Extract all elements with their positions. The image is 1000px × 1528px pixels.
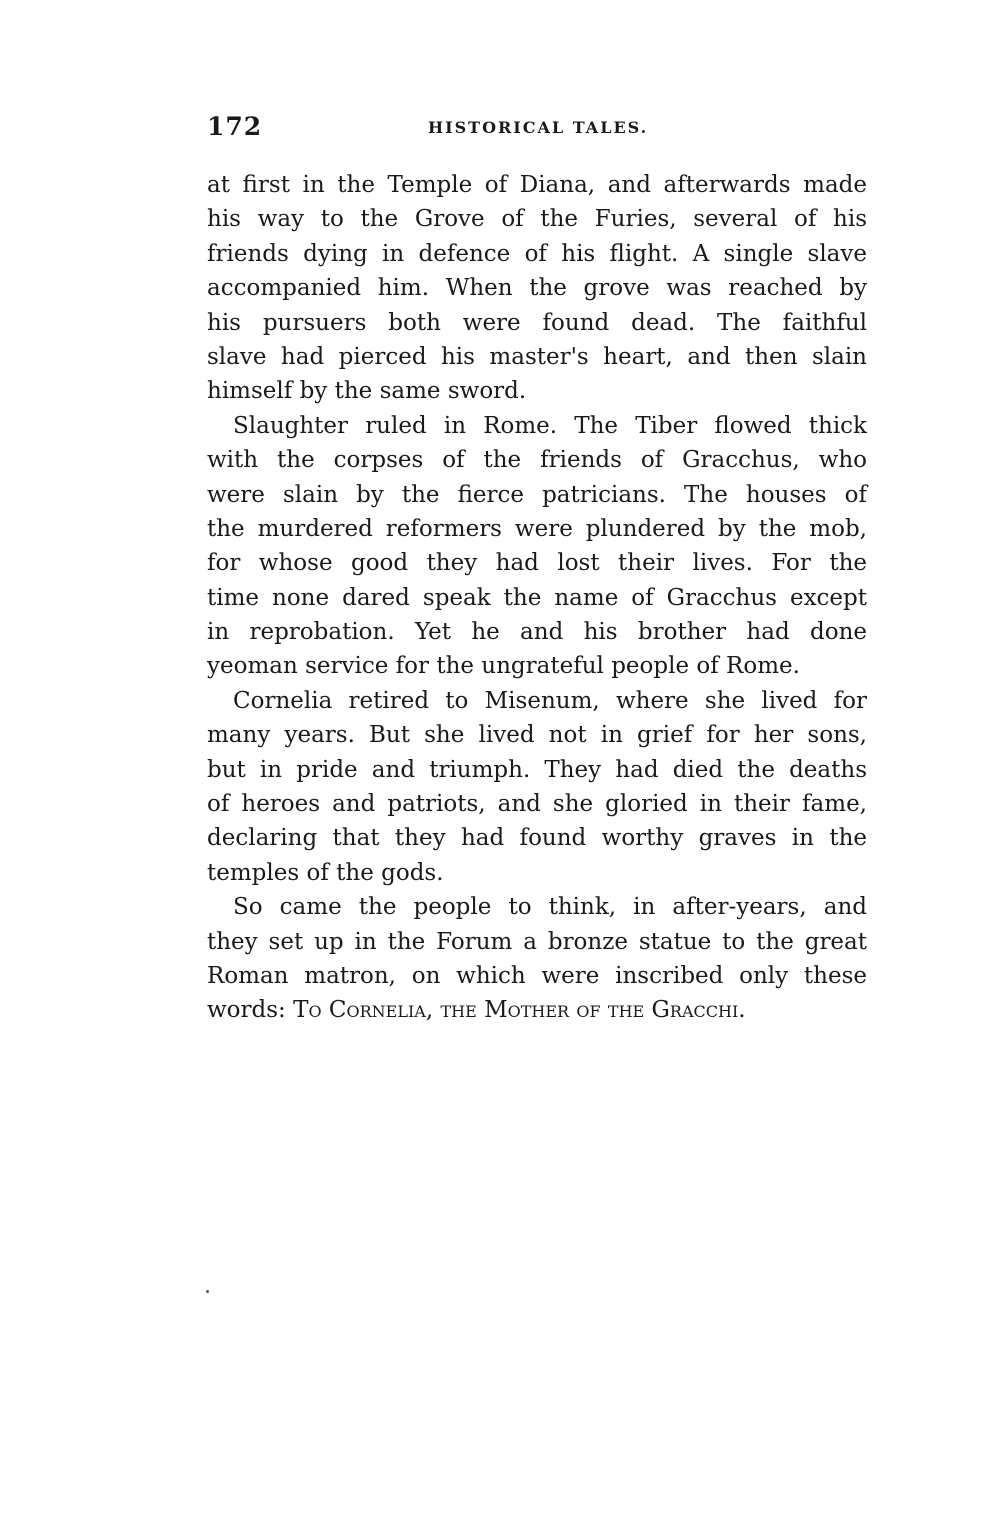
- text-line: temples of the gods.: [207, 859, 444, 886]
- text-line: slave had pierced his master's heart, and then slain: [207, 343, 867, 370]
- body-text: [207, 168, 867, 1028]
- text-line: but in pride and triumph. They had died the deaths: [207, 756, 867, 783]
- running-head: [207, 112, 867, 144]
- text-line: they set up in the Forum a bronze statue to the great: [207, 928, 867, 955]
- text-line: of heroes and patriots, and she gloried in their fame,: [207, 791, 867, 818]
- text-line: Slaughter ruled in Rome. The Tiber flowed thick: [233, 412, 867, 439]
- text-line: with the corpses of the friends of Gracchus, who: [207, 447, 867, 474]
- running-title: HISTORICAL TALES.: [428, 118, 649, 137]
- text-line: accompanied him. When the grove was reached by: [207, 275, 867, 302]
- paragraph-1: [207, 168, 867, 409]
- final-line-prefix: words:: [207, 997, 294, 1024]
- text-line: time none dared speak the name of Gracchus except: [207, 584, 867, 611]
- text-line-final: [207, 993, 867, 1027]
- text-line: at first in the Temple of Diana, and afterwards made: [207, 172, 867, 198]
- text-line: Roman matron, on which were inscribed only these: [207, 962, 867, 989]
- text-line: in reprobation. Yet he and his brother had done: [207, 619, 867, 646]
- text-line: declaring that they had found worthy graves in the: [207, 825, 867, 852]
- paper-speck: [206, 1290, 209, 1293]
- paragraph-2: [207, 409, 867, 684]
- text-line: friends dying in defence of his flight. A single slave: [207, 240, 867, 267]
- text-line: himself by the same sword.: [207, 378, 527, 405]
- text-line: for whose good they had lost their lives. For the: [207, 550, 867, 577]
- text-line: many years. But she lived not in grief for her sons,: [207, 722, 867, 749]
- text-line: yeoman service for the ungrateful people of Rome.: [207, 653, 800, 680]
- dedication-smallcaps: To Cornelia, the Mother of the Gracchi.: [293, 997, 746, 1024]
- paragraph-3: [207, 684, 867, 890]
- page-number: 172: [207, 112, 263, 141]
- text-line: So came the people to think, in after-years, and: [233, 894, 867, 921]
- text-line: were slain by the fierce patricians. The houses of: [207, 481, 867, 508]
- paragraph-4: [207, 890, 867, 1028]
- text-line: his way to the Grove of the Furies, several of his: [207, 206, 867, 233]
- text-line: his pursuers both were found dead. The faithful: [207, 309, 867, 336]
- text-line: Cornelia retired to Misenum, where she lived for: [233, 687, 867, 714]
- text-line: the murdered reformers were plundered by the mob,: [207, 515, 867, 542]
